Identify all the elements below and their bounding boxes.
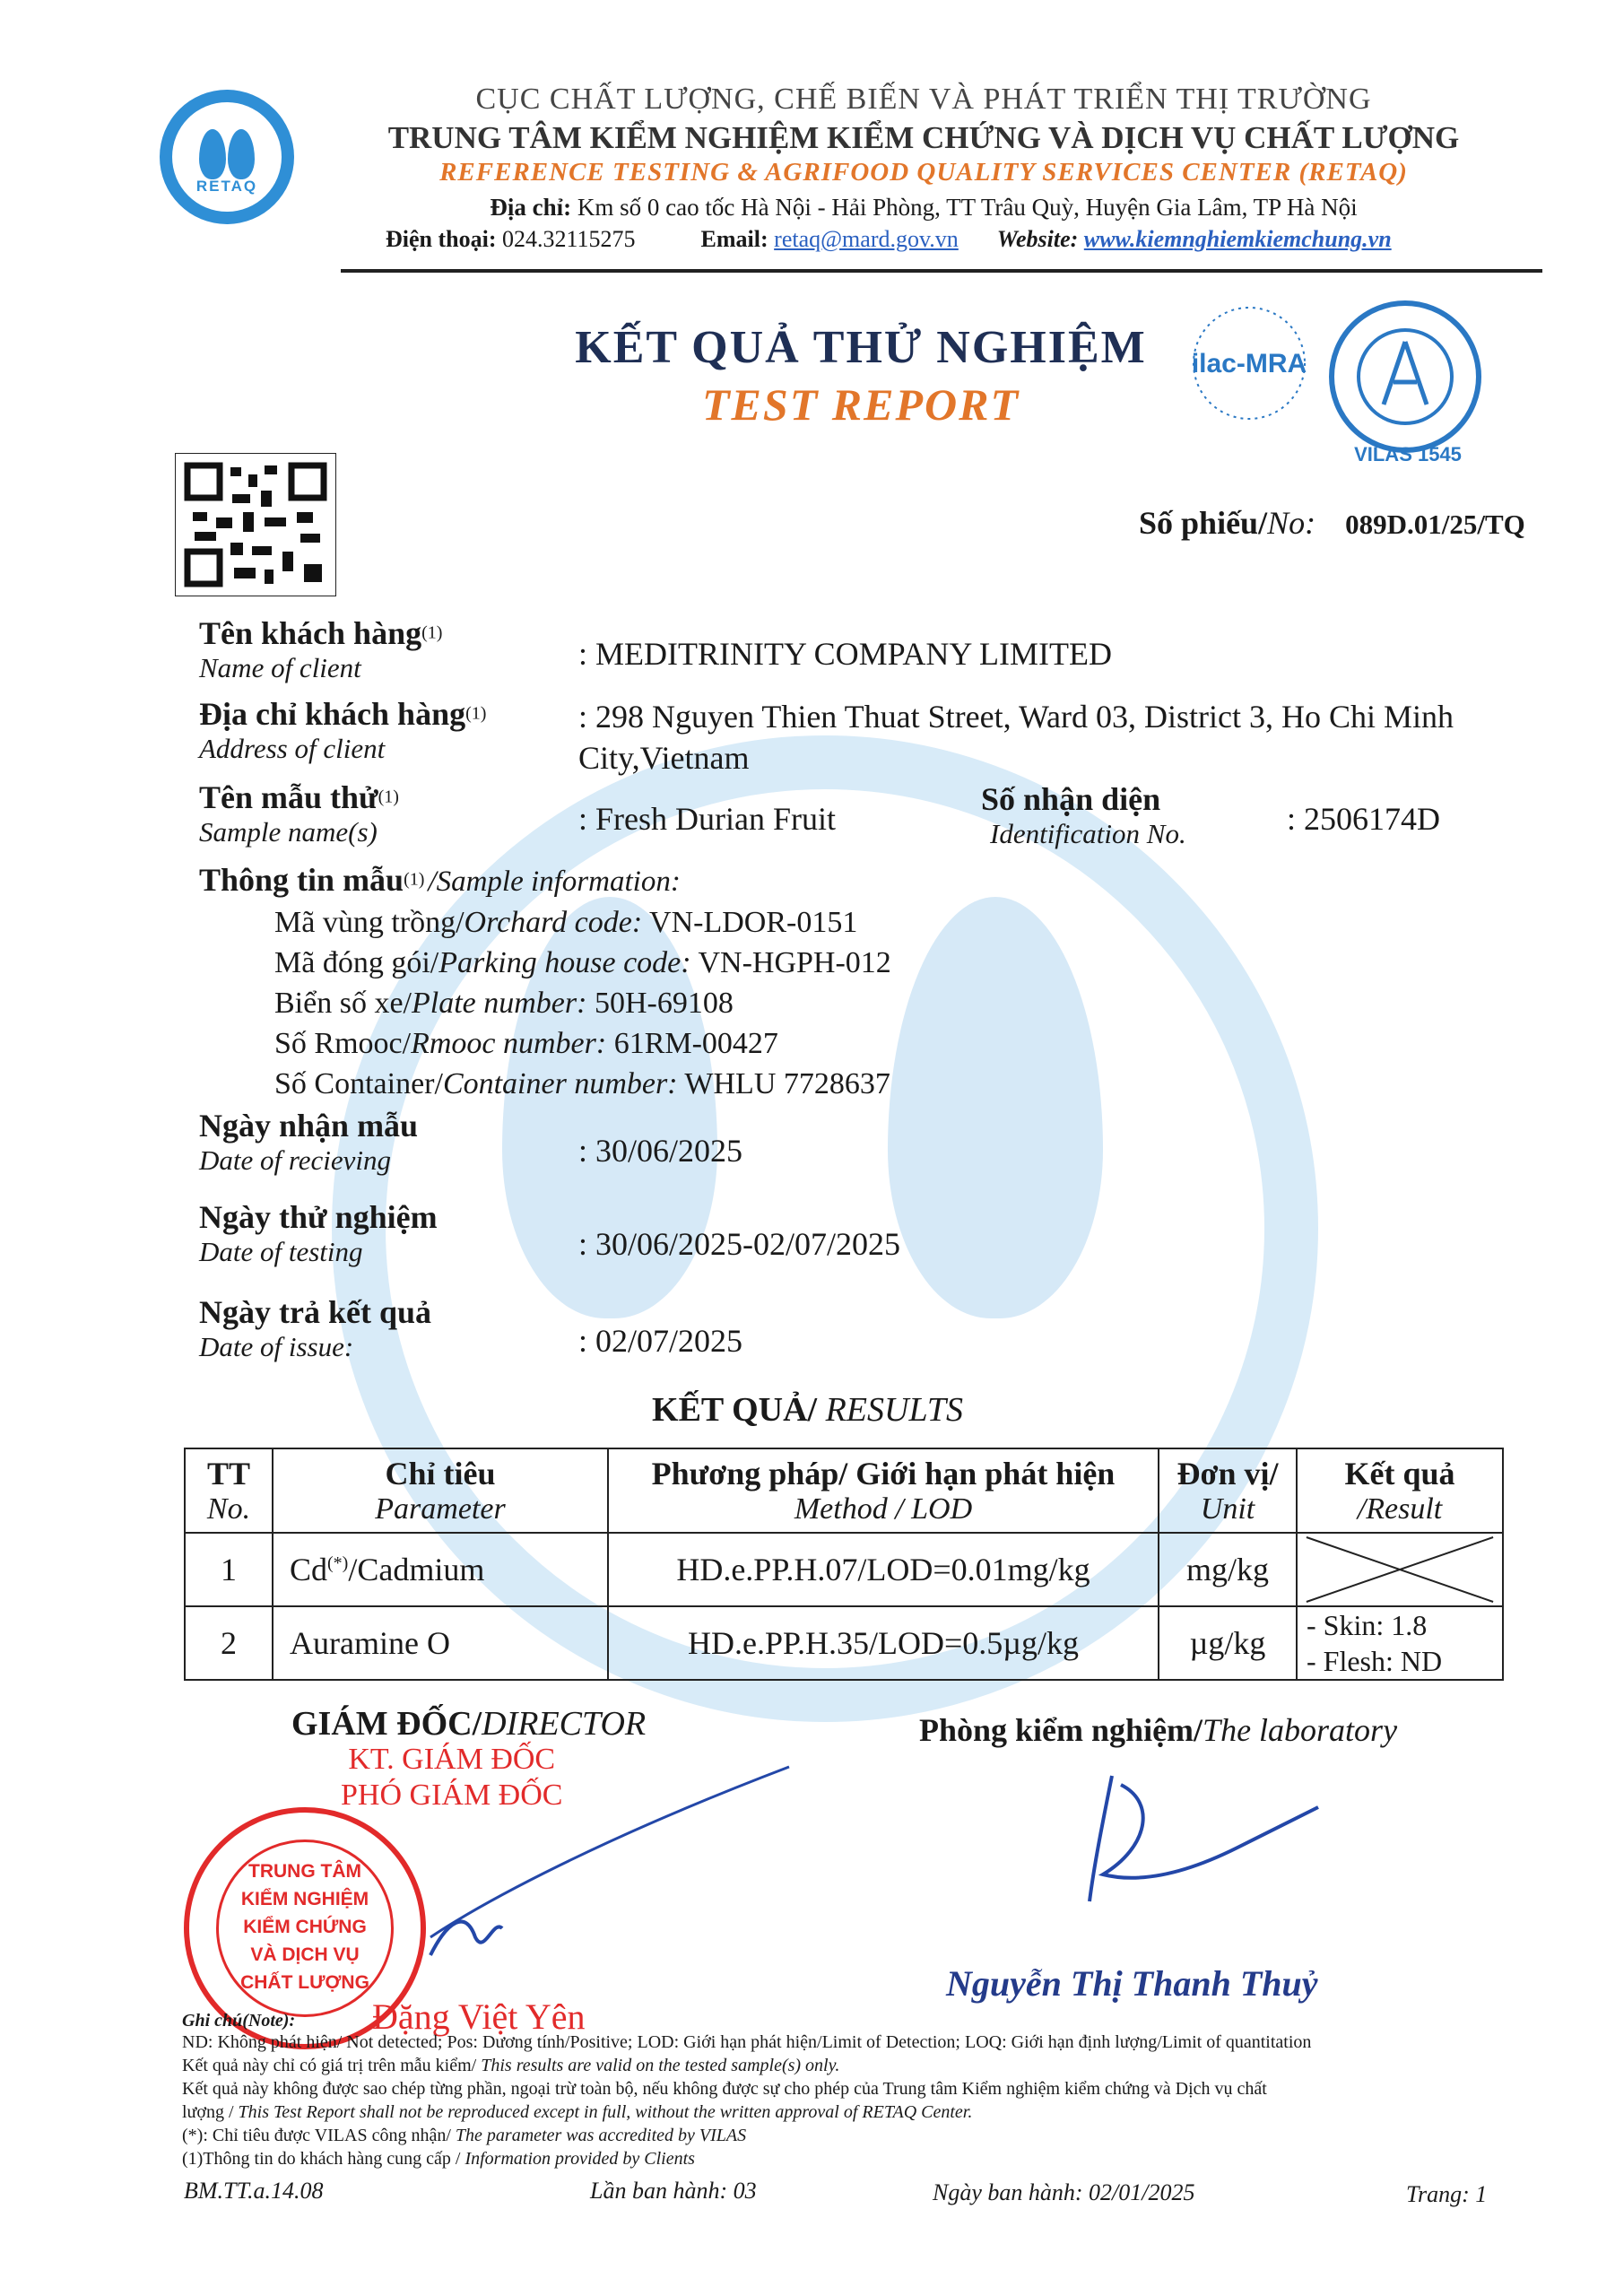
ilac-mra-logo — [1173, 300, 1325, 435]
header-divider — [341, 269, 1542, 273]
qr-code[interactable] — [175, 453, 336, 596]
sample-name-label: Tên mẫu thử$^{(1)}$ Sample name(s) — [199, 779, 399, 848]
identification-number: : 2506174D — [1287, 801, 1440, 837]
report-title-en: TEST REPORT — [702, 379, 1020, 430]
report-title-vi: KẾT QUẢ THỬ NGHIỆM — [575, 322, 1147, 373]
ministry-line: CỤC CHẤT LƯỢNG, CHẾ BIẾN VÀ PHÁT TRIỂN THỊ TRƯỜNG — [475, 83, 1372, 116]
retaq-logo: RETAQ — [160, 90, 294, 224]
director-name: Đặng Việt Yên — [372, 1996, 586, 2037]
edition: Lần ban hành: 03 — [590, 2178, 757, 2204]
laboratory-signer-name: Nguyễn Thị Thanh Thuỷ — [946, 1963, 1318, 2004]
laboratory-title: Phòng kiểm nghiệm/The laboratory — [919, 1712, 1398, 1748]
report-number: Số phiếu/No: 089D.01/25/TQ — [1139, 505, 1525, 541]
email-link[interactable]: retaq@mard.gov.vn — [774, 226, 959, 252]
results-table — [184, 1448, 1504, 1681]
director-title: GIÁM ĐỐC/DIRECTOR — [291, 1705, 647, 1743]
center-address: Địa chỉ: Km số 0 cao tốc Hà Nội - Hải Phòng, TT Trâu Quỳ, Huyện Gia Lâm, TP Hà Nội — [490, 194, 1358, 221]
info-packing-code: Mã đóng gói/Parking house code: VN-HGPH-012 — [274, 946, 891, 979]
client-address-label: Địa chỉ khách hàng$^{(1)}$ Address of client — [199, 696, 487, 764]
sample-info-label: Thông tin mẫu$^{(1)}$ /Sample information: — [199, 862, 681, 898]
sample-name: : Fresh Durian Fruit — [578, 801, 836, 837]
notes-label: Ghi chú(Note): — [182, 2011, 296, 2031]
vilas-badge — [1329, 300, 1481, 453]
sample-info-list — [274, 902, 891, 1104]
info-plate-number: Biển số xe/Plate number: 50H-69108 — [274, 987, 734, 1020]
info-orchard-code: Mã vùng trồng/Orchard code: VN-LDOR-0151 — [274, 906, 858, 939]
identification-label: Số nhận diện Identification No. — [981, 781, 1186, 849]
svg-text:ilac-MRA: ilac-MRA — [1191, 349, 1307, 378]
center-name-en: REFERENCE TESTING & AGRIFOOD QUALITY SERVICES CENTER (RETAQ) — [439, 158, 1408, 187]
contact-line: Điện thoại: 024.32115275 Email: retaq@mard.gov.vn Website: www.kiemnghiemkiemchung.vn — [386, 226, 1392, 252]
red-seal: TRUNG TÂM KIỂM NGHIỆM KIỂM CHỨNG VÀ DỊCH VỤ CHẤT LƯỢNG — [184, 1807, 426, 2049]
client-address: : 298 Nguyen Thien Thuat Street, Ward 03, District 3, Ho Chi Minh City,Vietnam — [578, 699, 1454, 776]
col-unit: Đơn vị/ Unit — [1159, 1448, 1297, 1533]
col-parameter: Chỉ tiêu Parameter — [273, 1448, 608, 1533]
col-result: Kết quả /Result — [1297, 1448, 1503, 1533]
receive-date: : 30/06/2025 — [578, 1133, 743, 1169]
laboratory-signature — [1076, 1767, 1327, 1910]
vilas-number: VILAS 1545 — [1354, 443, 1462, 465]
website-link[interactable]: www.kiemnghiemkiemchung.vn — [1083, 226, 1392, 252]
page-number: Trang: 1 — [1406, 2181, 1488, 2207]
center-name-vi: TRUNG TÂM KIỂM NGHIỆM KIỂM CHỨNG VÀ DỊCH VỤ CHẤT LƯỢNG — [387, 120, 1460, 155]
info-container-number: Số Container/Container number: WHLU 7728637 — [274, 1067, 890, 1100]
table-row: 2 Auramine O HD.e.PP.H.35/LOD=0.5µg/kg µg/kg - Skin: 1.8 - Flesh: ND — [185, 1606, 1503, 1680]
notes-body: ND: Không phát hiện/ Not detected; Pos: Dương tính/Positive; LOD: Giới hạn phát hiện/Limit of Detection; LOQ: Giới hạn định lượng/Limit of quantitation Kết quả này chỉ có giá trị trên mẫu kiểm/ This results are valid on the tested sample(s) only. Kết quả này không được sao chép từng phần, ngoại trừ toàn bộ, nếu không được sự cho phép của Trung tâm Kiểm nghiệm kiểm chứng và Dịch vụ chất lượng / This Test Report shall not be reproduced except in full, without the written approval of RETAQ Center. (*): Chỉ tiêu được VILAS công nhận/ The parameter was accredited by VILAS (1)Thông tin do khách hàng cung cấp / Information provided by Clients — [182, 2032, 1312, 2169]
col-method: Phương pháp/ Giới hạn phát hiện Method / LOD — [608, 1448, 1159, 1533]
client-name-label: Tên khách hàng$^{(1)}$ Name of client — [199, 615, 443, 683]
issue-date: : 02/07/2025 — [578, 1323, 743, 1359]
director-signature — [377, 1758, 807, 1973]
test-date-label: Ngày thử nghiệm Date of testing — [199, 1199, 438, 1267]
info-rmooc-number: Số Rmooc/Rmooc number: 61RM-00427 — [274, 1027, 778, 1060]
issue-date-label: Ngày trả kết quả Date of issue: — [199, 1294, 431, 1362]
form-code: BM.TT.a.14.08 — [184, 2178, 324, 2204]
result-crossed-out — [1297, 1533, 1503, 1606]
issue-date-footer: Ngày ban hành: 02/01/2025 — [933, 2179, 1195, 2205]
results-header-row — [185, 1448, 1503, 1533]
table-row: 1 Cd(*)/Cadmium HD.e.PP.H.07/LOD=0.01mg/kg mg/kg — [185, 1533, 1503, 1606]
receive-date-label: Ngày nhận mẫu Date of recieving — [199, 1108, 419, 1176]
deputy-director-title: KT. GIÁM ĐỐC PHÓ GIÁM ĐỐC — [341, 1743, 563, 1812]
test-date: : 30/06/2025-02/07/2025 — [578, 1226, 900, 1262]
results-title: KẾT QUẢ/ RESULTS — [652, 1391, 963, 1429]
client-name: : MEDITRINITY COMPANY LIMITED — [578, 636, 1112, 672]
col-no: TT No. — [185, 1448, 273, 1533]
